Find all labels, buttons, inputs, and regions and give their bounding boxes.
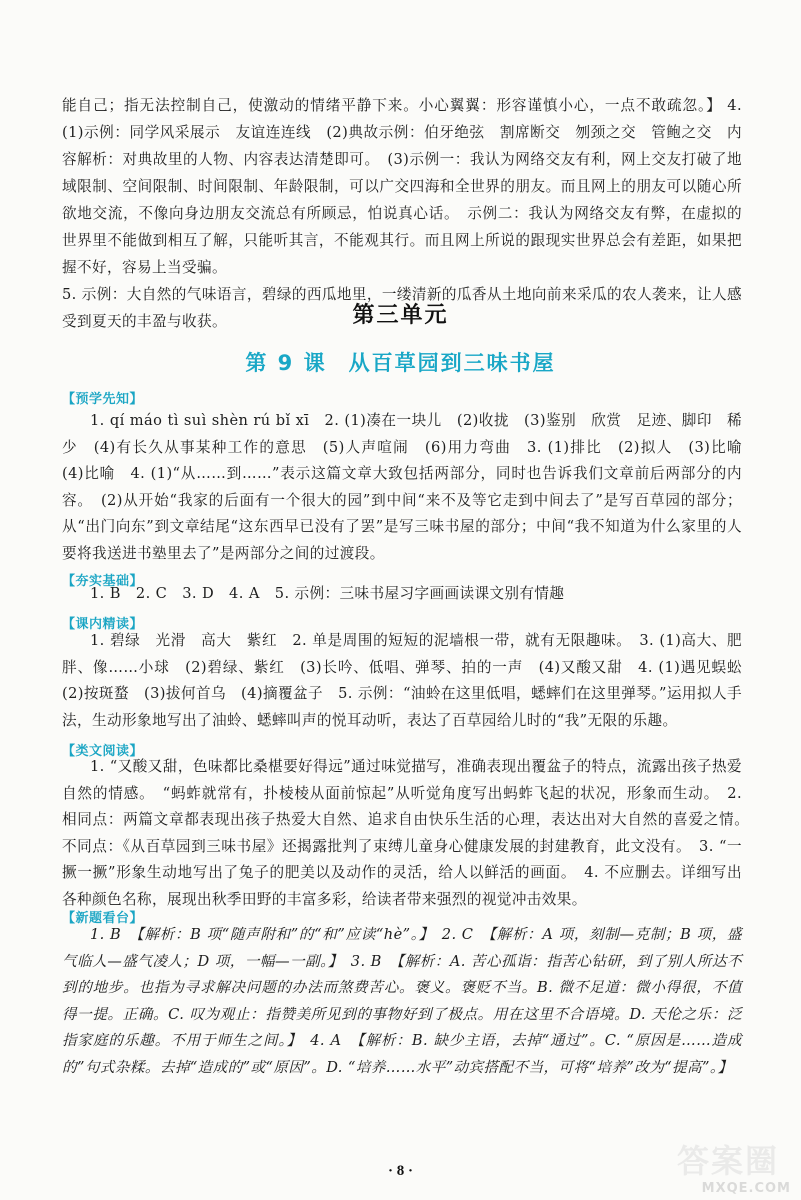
section-body-new-questions: 1. B 【解析：B 项“随声附和”的“和”应读“hè”。】 2. C 【解析：A 项，刻制—克制；B 项，盛气临人—盛气凌人；D 项，一幅—一副。】 3. B 【解析：A. 苦心孤诣：指苦心钻研，到了别人所达不到的地步。也指为寻求解决问题的办法而煞费苦心。褒义。褒贬不当。B. 微不足道：微小得很，不值得一提。正确。C. 叹为观止：指赞美所见到的事物好到了极点。用在这里不合语境。D. 天伦之乐：泛指家庭的乐趣。不用于师生之间。】 4. A 【解析：B. 缺少主语，去掉“通过”。C. “原因是……造成的”句式杂糅。去掉“造成的”或“原因”。D. “培养……水平”动宾搭配不当，可将“培养”改为“提高”。】 — [62, 926, 742, 1076]
lesson-name: 从百草园到三味书屋 — [348, 351, 556, 375]
watermark-logo: 答案圈 — [676, 1142, 779, 1180]
lesson-number: 第 9 课 — [245, 351, 327, 375]
section-tag-close-reading: 【课内精读】 — [62, 617, 144, 632]
section-tag-new-questions: 【新题看台】 — [62, 911, 144, 926]
section-tag-foundation: 【夯实基础】 — [62, 574, 144, 589]
section-body-foundation: 1. B 2. C 3. D 4. A 5. 示例：三味书屋习字画画读课文别有情趣 — [90, 585, 565, 602]
section-tag-preview: 【预学先知】 — [62, 392, 144, 407]
lesson-title — [0, 347, 801, 377]
answer-paragraph-4: 能自己；指无法控制自己，使激动的情绪平静下来。小心翼翼：形容谨慎小心，一点不敢疏忽。】 4. (1)示例：同学风采展示 友谊连连线 (2)典故示例：伯牙绝弦 割席断交 刎颈之交 管鲍之交 内容解析：对典故里的人物、内容表达清楚即可。 (3)示例一：我认为网络交友有利，网上交友打破了地域限制、空间限制、时间限制、年龄限制，可以广交四海和全世界的朋友。而且网上的朋友可以随心所欲地交流，不像向身边朋友交流总有所顾忌，怕说真心话。 示例二：我认为网络交友有弊，在虚拟的世界里不能做到相互了解，只能听其言，不能观其行。而且网上所说的跟现实世界总会有差距，如果把握不好，容易上当受骗。 — [62, 97, 742, 276]
section-body-preview: 1. qí máo tì suì shèn rú bǐ xī 2. (1)凑在一块儿 (2)收拢 (3)鉴别 欣赏 足迹、脚印 稀少 (4)有长久从事某种工作的意思 (5)人声喧闹 (6)用力弯曲 3. (1)排比 (2)拟人 (3)比喻 (4)比喻 4. (1)“从……到……”表示这篇文章大致包括两部分，同时也告诉我们文章前后两部分的内容。 (2)从开始“我家的后面有一个很大的园”到中间“来不及等它走到中间去了”是写百草园的部分；从“出门向东”到文章结尾“这东西早已没有了罢”是写三味书屋的部分；中间“我不知道为什么家里的人要将我送进书塾里去了”是两部分之间的过渡段。 — [62, 412, 757, 562]
section-tag-similar-reading: 【类文阅读】 — [62, 744, 144, 759]
section-body-close-reading: 1. 碧绿 光滑 高大 紫红 2. 单是周围的短短的泥墙根一带，就有无限趣味。 3. (1)高大、肥胖、像……小球 (2)碧绿、紫红 (3)长吟、低唱、弹琴、拍的一声 (4)又酸又甜 4. (1)遇见蜈蚣 (2)按斑蝥 (3)拔何首乌 (4)摘覆盆子 5. 示例：“油蛉在这里低唱，蟋蟀们在这里弹琴。”运用拟人手法，生动形象地写出了油蛉、蟋蟀叫声的悦耳动听，表达了百草园给儿时的“我”无限的乐趣。 — [62, 632, 757, 729]
unit-title: 第三单元 — [352, 303, 449, 328]
watermark-url: MXQE.COM — [701, 1181, 791, 1196]
page-number: · 8 · — [387, 1163, 413, 1179]
answer-paragraph-5: 5. 示例：大自然的气味语言，碧绿的西瓜地里，一缕清新的瓜香从土地向前来采瓜的农人袭来，让人感受到夏天的丰盈与收获。 — [62, 286, 742, 330]
watermark — [631, 1136, 791, 1196]
section-body-similar-reading: 1. “又酸又甜，色味都比桑椹要好得远”通过味觉描写，准确表现出覆盆子的特点，流露出孩子热爱自然的情感。 “蚂蚱就常有，扑棱棱从面前惊起”从听觉角度写出蚂蚱飞起的状况，形象而生动。 2. 相同点：两篇文章都表现出孩子热爱大自然、追求自由快乐生活的心理，表达出对大自然的喜爱之情。 不同点：《从百草园到三味书屋》还揭露批判了束缚儿童身心健康发展的封建教育，此文没有。 3. “一撅一撅”形象生动地写出了兔子的肥美以及动作的灵活，给人以鲜活的画面。 4. 不应删去。详细写出各种颜色名称，展现出秋季田野的丰富多彩，给读者带来强烈的视觉冲击效果。 — [62, 758, 757, 908]
